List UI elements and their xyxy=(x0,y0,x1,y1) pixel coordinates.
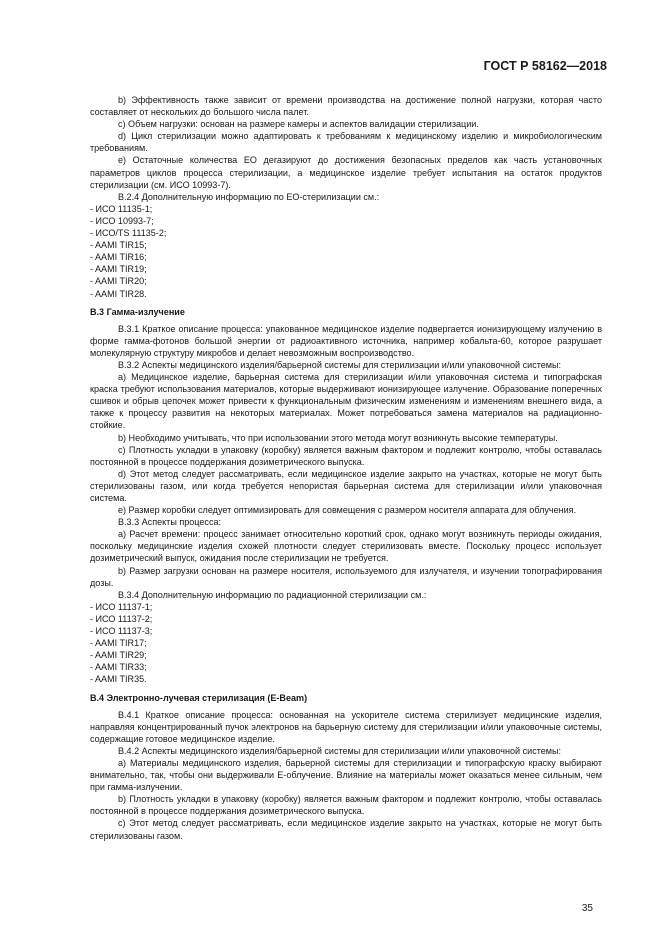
page-number: 35 xyxy=(581,903,593,914)
paragraph: c) Плотность укладки в упаковку (коробку) является важным фактором и подлежит контролю, чтобы оставалась постоянной в процессе поддержания дозиметрического выпуска. xyxy=(90,444,602,467)
document-header: ГОСТ Р 58162—2018 xyxy=(483,59,607,73)
paragraph: В.2.4 Дополнительную информацию по ЕО-стерилизации см.: xyxy=(118,191,380,202)
paragraph: b) Плотность укладки в упаковку (коробку) является важным фактором и подлежит контролю, чтобы оставалась постоянной в процессе поддержания дозиметрического выпуска. xyxy=(90,794,602,817)
paragraph: В.3.3 Аспекты процесса: xyxy=(118,517,222,528)
paragraph: e) Размер коробки следует оптимизировать для совмещения с размером носителя аппарата для облучения. xyxy=(118,505,577,516)
paragraph: d) Цикл стерилизации можно адаптировать к требованиям к медицинскому изделию и микробиологическим требованиям. xyxy=(90,131,602,154)
paragraph: a) Материалы медицинского изделия, барьерной системы для стерилизации и типографскую краску выбирают внимательно, так, чтобы они выдерживали E-облучение. Влияние на материалы может оказаться менее сильным, чем при гамма-излучении. xyxy=(90,757,602,793)
reference-list-item: - AAMI TIR15; xyxy=(90,240,147,251)
paragraph: В.3.4 Дополнительную информацию по радиационной стерилизации см.: xyxy=(118,589,427,600)
paragraph: В.3.2 Аспекты медицинского изделия/барьерной системы для стерилизации и/или упаковочной системы: xyxy=(118,359,562,370)
paragraph: c) Объем нагрузки: основан на размере камеры и аспектов валидации стерилизации. xyxy=(118,119,479,130)
reference-list-item: - AAMI TIR19; xyxy=(90,264,147,275)
reference-list-item: - ИСО 11137-1; xyxy=(90,601,153,612)
paragraph: В.3.1 Краткое описание процесса: упакованное медицинское изделие подвергается ионизирующему излучению в форме гамма-фотонов большой энергии от радиоактивного источника, например кобальта-60, которое разрушает молекулярную структуру микробов и делает невозможным воспроизводство. xyxy=(90,323,602,358)
paragraph: В.4.1 Краткое описание процесса: основанная на ускорителе система стерилизует медицинские изделия, направляя концентрированный пучок электронов на барьерную систему для стерилизации и/или упаковочные системы, содержащие готовое медицинское изделие. xyxy=(90,709,602,744)
reference-list-item: - ИСО 11137-2; xyxy=(90,613,153,624)
reference-list-item: - AAMI TIR20; xyxy=(90,276,147,287)
reference-list-item: - ИСО 10993-7; xyxy=(90,215,154,226)
reference-list-item: - AAMI TIR35. xyxy=(90,674,147,685)
reference-list-item: - AAMI TIR28. xyxy=(90,288,147,299)
reference-list-item: - ИСО 11135-1; xyxy=(90,203,153,214)
paragraph: a) Расчет времени: процесс занимает относительно короткий срок, однако могут возникнуть периоды ожидания, поскольку медицинские изделия схожей плотности следует стерилизовать вместе. Поскольку процесс использует дозиметрический выпуск, ожидания после стерилизации не требуется. xyxy=(90,529,602,564)
paragraph: b) Размер загрузки основан на размере носителя, используемого для излучателя, и изучении топографирования дозы. xyxy=(90,565,602,588)
paragraph: В.4.2 Аспекты медицинского изделия/барьерной системы для стерилизации и/или упаковочной системы: xyxy=(118,745,562,756)
reference-list-item: - ИСО 11137-3; xyxy=(90,626,153,637)
reference-list-item: - AAMI TIR33; xyxy=(90,662,147,673)
reference-list-item: - ИСО/TS 11135-2; xyxy=(90,228,167,239)
reference-list-item: - AAMI TIR29; xyxy=(90,650,147,661)
reference-list-item: - AAMI TIR16; xyxy=(90,252,147,263)
paragraph: a) Медицинское изделие, барьерная система для стерилизации и/или упаковочная система и типографская краска требуют использования материалов, которые выдерживают ионизирующее излучение. Образование поперечных сшивок и обрыв цепочек может привести к функциональным физическим изменениям и изменениям внешнего вида, а также к процессу развития на некоторых материалах. Может потребоваться замена материалов на радиационно-стойкие. xyxy=(90,372,602,431)
paragraph: c) Этот метод следует рассматривать, если медицинское изделие закрыто на участках, которые не могут быть стерилизованы газом. xyxy=(90,818,602,841)
paragraph: e) Остаточные количества ЕО дегазируют до достижения безопасных пределов как часть установочных параметров циклов процесса стерилизации, а медицинское изделие требует испытания на остаток продуктов стерилизации (см. ИСО 10993-7). xyxy=(90,155,602,190)
reference-list-item: - AAMI TIR17; xyxy=(90,638,147,649)
paragraph: d) Этот метод следует рассматривать, если медицинское изделие закрыто на участках, которые не могут быть стерилизованы газом, или когда требуется непористая барьерная система для стерилизации и/или упаковочная система. xyxy=(90,468,602,503)
section-heading: В.3 Гамма-излучение xyxy=(90,306,185,317)
paragraph: b) Необходимо учитывать, что при использовании этого метода могут возникнуть высокие температуры. xyxy=(118,432,558,443)
paragraph: b) Эффективность также зависит от времени производства на достижение полной нагрузки, которая часто составляет от нескольких до большого числа палет. xyxy=(90,95,602,118)
document-body xyxy=(90,94,602,842)
section-heading: В.4 Электронно-лучевая стерилизация (E-Beam) xyxy=(90,692,308,703)
